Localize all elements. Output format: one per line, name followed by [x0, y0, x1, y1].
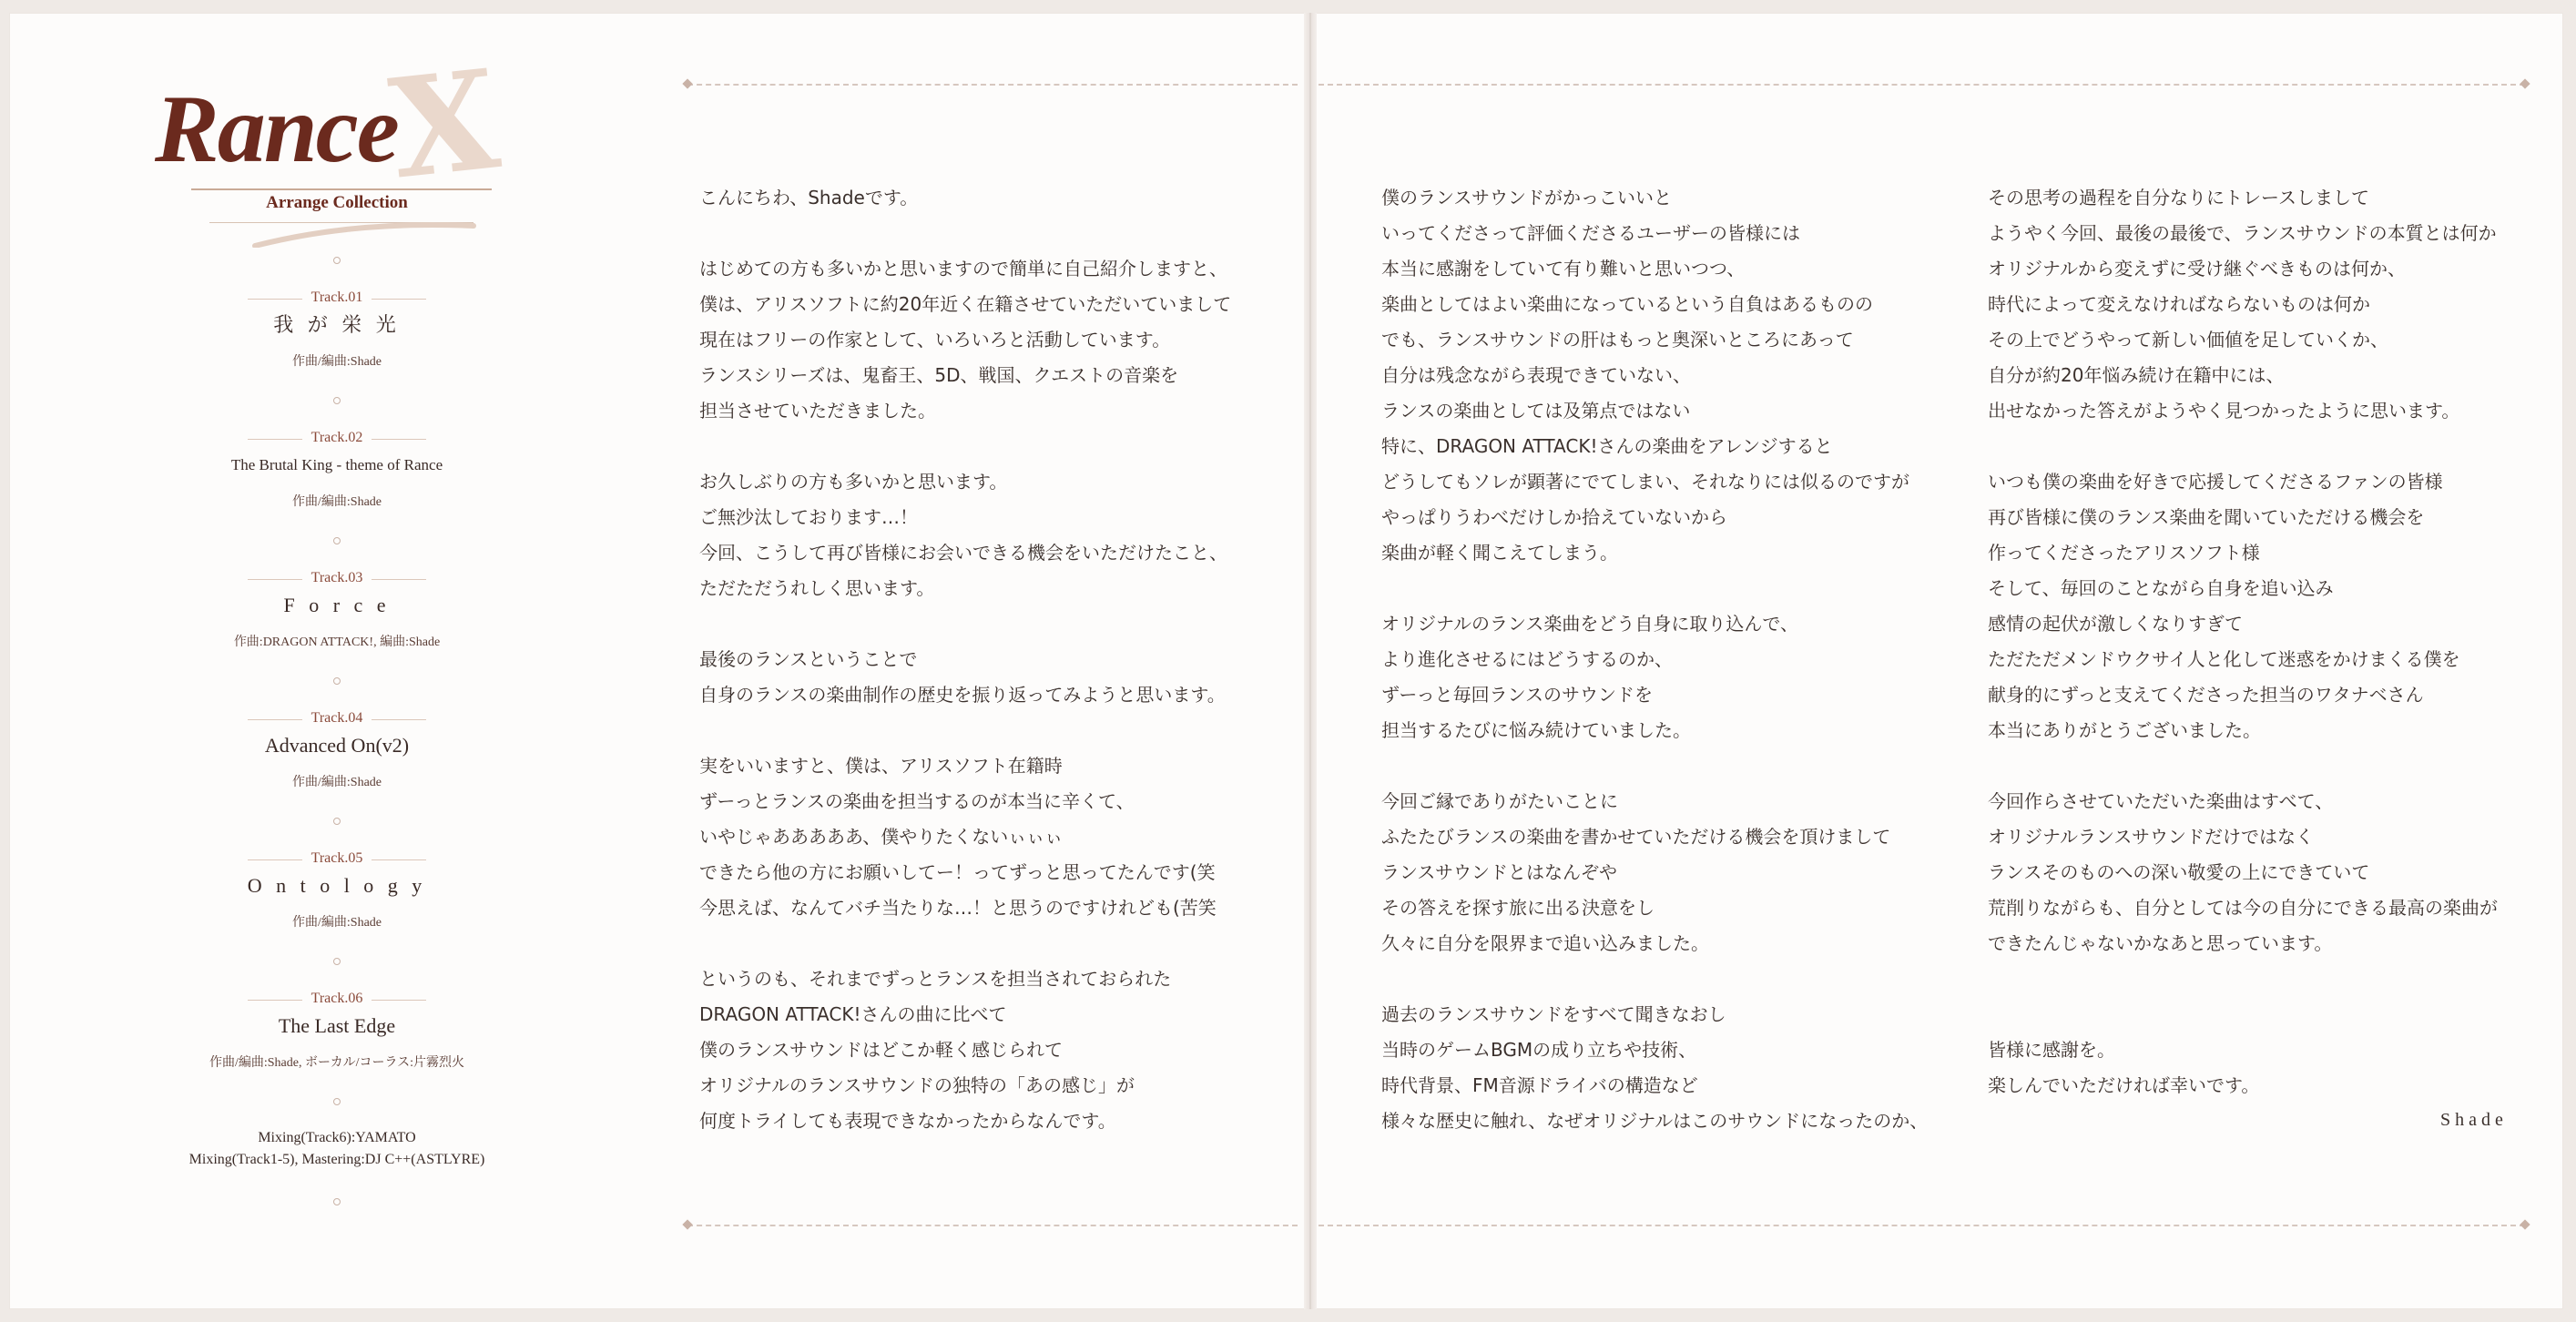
message-line: というのも、それまでずっとランスを担当されておられた	[699, 968, 1172, 990]
message-line: DRAGON ATTACK!さんの曲に比べて	[699, 1003, 1007, 1025]
message-line: できたら他の方にお願いしてー！ってずっと思ってたんです(笑	[699, 861, 1216, 883]
track-credit: 作曲/編曲:Shade	[292, 776, 382, 789]
top-rule-left	[687, 84, 1298, 86]
message-line: 様々な歴史に触れ、なぜオリジナルはこのサウンドになったのか、	[1381, 1110, 1929, 1132]
message-line: でも、ランスサウンドの肝はもっと奥深いところにあって	[1381, 329, 1854, 351]
message-line: 出せなかった答えがようやく見つかったように思います。	[1988, 400, 2460, 422]
track-entry	[137, 428, 537, 510]
message-line: 今回ご縁でありがたいことに	[1381, 790, 1618, 812]
message-line: できたんじゃないかなあと思っています。	[1988, 932, 2333, 954]
message-line	[699, 713, 1231, 748]
message-line: いつも僕の楽曲を好きで応援してくださるファンの皆様	[1988, 471, 2443, 493]
message-line: 本当にありがとうございました。	[1988, 719, 2261, 741]
message-line: ただただうれしく思います。	[699, 577, 935, 599]
track-title: Advanced On(v2)	[264, 734, 410, 757]
logo-subtitle: Arrange Collection	[266, 193, 408, 212]
logo-swoosh-icon	[246, 220, 483, 248]
message-line	[1988, 997, 2498, 1032]
track-title: O n t o l o g y	[247, 874, 427, 897]
logo-kanji-mark: X	[383, 39, 506, 210]
message-line: 自分は残念ながら表現できていない、	[1381, 364, 1691, 386]
divider-dot	[333, 257, 341, 264]
track-number: Track.05	[248, 850, 427, 867]
track-entry	[137, 849, 537, 930]
track-credit: 作曲/編曲:Shade	[292, 355, 382, 369]
message-line: 荒削りながらも、自分としては今の自分にできる最高の楽曲が	[1988, 897, 2498, 919]
message-line: ずーっとランスの楽曲を担当するのが本当に辛くて、	[699, 790, 1135, 812]
message-line: 楽曲が軽く聞こえてしまう。	[1381, 542, 1618, 564]
bottom-rule-right	[1319, 1225, 2525, 1226]
track-title: 我 が 栄 光	[273, 313, 401, 336]
track-entry	[137, 989, 537, 1071]
rance-logo	[137, 39, 537, 257]
message-line: オリジナルのランスサウンドの独特の「あの感じ」が	[699, 1074, 1135, 1096]
divider-dot	[333, 1098, 341, 1105]
message-line: どうしてもソレが顕著にでてしまい、それなりには似るのですが	[1381, 471, 1909, 493]
message-line	[699, 926, 1231, 961]
message-line	[1988, 961, 2498, 997]
signature: Shade	[2440, 1110, 2508, 1130]
divider-dot	[333, 537, 341, 544]
top-rule-right	[1319, 84, 2525, 86]
message-line: いやじゃあああああ、僕やりたくないぃぃぃ	[699, 826, 1064, 848]
message-line: 時代背景、FM音源ドライバの構造など	[1381, 1074, 1698, 1096]
track-credit: 作曲:DRAGON ATTACK!, 編曲:Shade	[233, 636, 441, 649]
message-column-1	[699, 180, 1231, 1139]
track-title: The Last Edge	[278, 1014, 396, 1037]
message-line: その思考の過程を自分なりにトレースしまして	[1988, 187, 2369, 208]
divider-dot	[333, 1198, 341, 1205]
message-line: ランスサウンドとはなんぞや	[1381, 861, 1617, 883]
message-line: 久々に自分を限界まで追い込みました。	[1381, 932, 1709, 954]
message-line: 僕のランスサウンドがかっこいいと	[1381, 187, 1672, 208]
mixing-line: Mixing(Track6):YAMATO	[258, 1130, 416, 1145]
divider-dot	[333, 958, 341, 965]
track-credit: 作曲/編曲:Shade	[292, 495, 382, 509]
message-column-2	[1381, 180, 1928, 1139]
message-line: 再び皆様に僕のランス楽曲を聞いていただける機会を	[1988, 506, 2425, 528]
track-entry	[137, 708, 537, 790]
track-number: Track.03	[248, 570, 427, 586]
message-line: 僕は、アリスソフトに約20年近く在籍させていただいていまして	[699, 293, 1232, 315]
track-number: Track.06	[248, 991, 427, 1007]
track-credit: 作曲/編曲:Shade, ボーカル/コーラス:片霧烈火	[209, 1056, 465, 1070]
track-entry	[137, 568, 537, 650]
message-line: 献身的にずっと支えてくださった担当のワタナベさん	[1988, 684, 2424, 706]
message-line: そして、毎回のことながら自身を追い込み	[1988, 577, 2334, 599]
logo-wordmark: Rance	[155, 76, 398, 182]
message-line	[1988, 429, 2498, 464]
message-line: 本当に感謝をしていて有り難いと思いつつ、	[1381, 258, 1746, 280]
message-line: 当時のゲームBGMの成り立ちや技術、	[1381, 1039, 1697, 1061]
message-line: ランスそのものへの深い敬愛の上にできていて	[1988, 861, 2370, 883]
message-line: 今回作らさせていただいた楽曲はすべて、	[1988, 790, 2334, 812]
track-number: Track.02	[248, 430, 427, 446]
message-line: 自身のランスの楽曲制作の歴史を振り返ってみようと思います。	[699, 684, 1226, 706]
track-title: F o r c e	[283, 594, 391, 616]
message-column-3	[1988, 180, 2498, 1103]
divider-dot	[333, 397, 341, 404]
message-line: 今思えば、なんてバチ当たりな…！と思うのですけれども(苦笑	[699, 897, 1217, 919]
message-line	[1381, 961, 1928, 997]
logo-ornament-line	[191, 188, 492, 190]
message-line: ランスシリーズは、鬼畜王、5D、戦国、クエストの音楽を	[699, 364, 1179, 386]
message-line	[1381, 748, 1928, 784]
message-line: オリジナルランスサウンドだけではなく	[1988, 826, 2314, 848]
track-credit: 作曲/編曲:Shade	[292, 916, 382, 930]
message-line: 過去のランスサウンドをすべて聞きなおし	[1381, 1003, 1726, 1025]
fold-line	[1309, 13, 1311, 1309]
divider-dot	[333, 818, 341, 825]
message-line	[1988, 748, 2498, 784]
message-line: その答えを探す旅に出る決意をし	[1381, 897, 1655, 919]
message-line: オリジナルのランス楽曲をどう自身に取り込んで、	[1381, 613, 1798, 635]
message-line: 楽曲としてはよい楽曲になっているという自負はあるものの	[1381, 293, 1873, 315]
message-line: いってくださって評価くださるユーザーの皆様には	[1381, 222, 1800, 244]
message-line: 今回、こうして再び皆様にお会いできる機会をいただけたこと、	[699, 542, 1227, 564]
mixing-line: Mixing(Track1-5), Mastering:DJ C++(ASTLYRE)	[188, 1152, 485, 1167]
bottom-rule-left	[687, 1225, 1298, 1226]
message-line: 実をいいますと、僕は、アリスソフト在籍時	[699, 755, 1063, 777]
message-line: ただただメンドウクサイ人と化して迷惑をかけまくる僕を	[1988, 648, 2460, 670]
track-title: The Brutal King - theme of Rance	[230, 456, 443, 473]
message-line: 時代によって変えなければならないものは何か	[1988, 293, 2370, 315]
message-line: 作ってくださったアリスソフト様	[1988, 542, 2260, 564]
message-line: 特に、DRAGON ATTACK!さんの楽曲をアレンジすると	[1381, 435, 1833, 457]
message-line: こんにちわ、Shadeです。	[699, 187, 919, 208]
message-line: 何度トライしても表現できなかったからなんです。	[699, 1110, 1116, 1132]
track-number: Track.04	[248, 710, 427, 727]
message-line: 現在はフリーの作家として、いろいろと活動しています。	[699, 329, 1171, 351]
message-line: その上でどうやって新しい価値を足していくか、	[1988, 329, 2388, 351]
message-line	[699, 429, 1231, 464]
divider-dot	[333, 677, 341, 685]
message-line	[1381, 571, 1928, 606]
message-line: ようやく今回、最後の最後で、ランスサウンドの本質とは何か	[1988, 222, 2497, 244]
message-line	[699, 606, 1231, 642]
track-list-sidebar	[137, 39, 537, 1249]
message-line: 自分が約20年悩み続け在籍中には、	[1988, 364, 2285, 386]
message-line: 僕のランスサウンドはどこか軽く感じられて	[699, 1039, 1063, 1061]
message-line: 皆様に感謝を。	[1988, 1039, 2115, 1061]
message-line: やっぱりうわべだけしか拾えていないから	[1381, 506, 1727, 528]
message-line: 最後のランスということで	[699, 648, 918, 670]
message-line: はじめての方も多いかと思いますので簡単に自己紹介しますと、	[699, 258, 1227, 280]
message-line: より進化させるにはどうするのか、	[1381, 648, 1673, 670]
track-entry	[137, 288, 537, 370]
message-line: オリジナルから変えずに受け継ぐべきものは何か、	[1988, 258, 2406, 280]
message-line: 担当させていただきました。	[699, 400, 936, 422]
message-line	[699, 216, 1231, 251]
mixing-credits	[137, 1127, 537, 1171]
message-line: ずーっと毎回ランスのサウンドを	[1381, 684, 1653, 706]
message-line: 担当するたびに悩み続けていました。	[1381, 719, 1691, 741]
message-line: 感情の起伏が激しくなりすぎて	[1988, 613, 2243, 635]
track-number: Track.01	[248, 290, 427, 306]
message-line: お久しぶりの方も多いかと思います。	[699, 471, 1008, 493]
message-line: 楽しんでいただければ幸いです。	[1988, 1074, 2260, 1096]
message-line: ふたたびランスの楽曲を書かせていただける機会を頂けまして	[1381, 826, 1891, 848]
message-line: ランスの楽曲としては及第点ではない	[1381, 400, 1691, 422]
message-line: ご無沙汰しております…！	[699, 506, 918, 528]
